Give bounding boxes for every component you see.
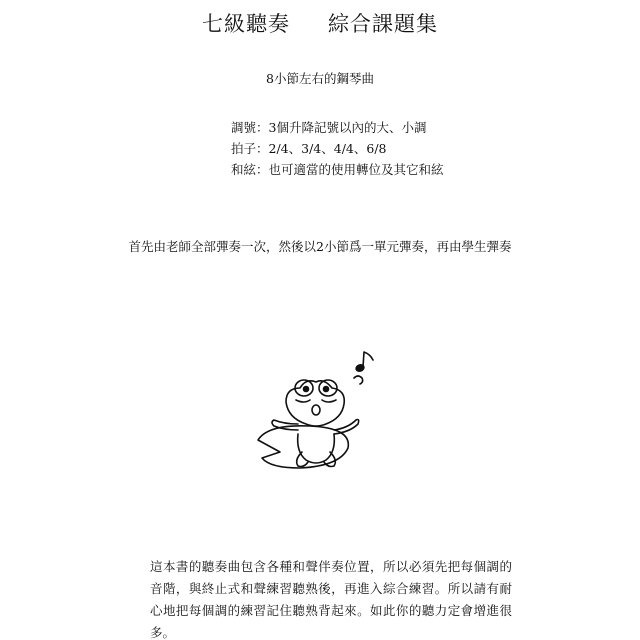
spec-value: 3個升降記號以內的大、小調 — [268, 120, 427, 135]
page-subtitle: 8小節左右的鋼琴曲 — [266, 71, 374, 86]
page-title — [0, 8, 640, 38]
spec-label: 調號： — [231, 120, 269, 135]
spec-label: 和絃： — [231, 162, 269, 177]
spec-row-key — [231, 117, 444, 138]
spec-row-chords — [231, 159, 444, 180]
title-right: 綜合課題集 — [328, 12, 438, 36]
frog-singing-icon — [240, 348, 390, 488]
instruction-text: 首先由老師全部彈奏一次，然後以2小節爲一單元彈奏，再由學生彈奏 — [128, 239, 512, 254]
spec-value: 2/4、3/4、4/4、6/8 — [268, 141, 387, 156]
music-note-icon — [354, 352, 373, 384]
spec-label: 拍子： — [231, 141, 269, 156]
explanation-paragraph: 這本書的聽奏曲包含各種和聲伴奏位置，所以必須先把每個調的音階，與終止式和聲練習聽熟後，再進入綜合練習。所以請有耐心地把每個調的練習記住聽熟背起來。如此你的聽力定會增進很多。 — [150, 559, 512, 640]
title-left: 七級聽奏 — [202, 12, 290, 36]
spec-row-meter — [231, 138, 444, 159]
spec-list — [231, 117, 444, 180]
spec-value: 也可適當的使用轉位及其它和絃 — [268, 162, 444, 177]
